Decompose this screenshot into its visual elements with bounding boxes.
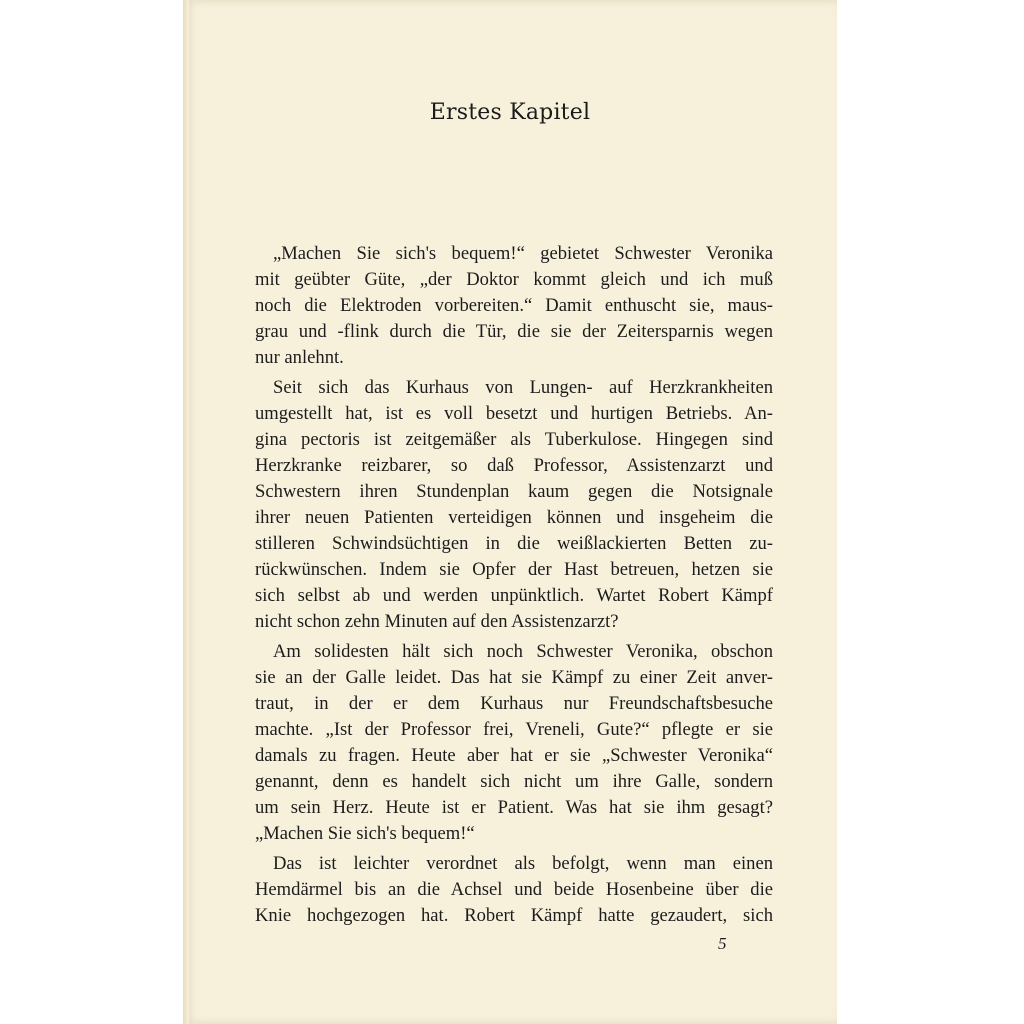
text-line: sich selbst ab und werden unpünktlich. Wartet Robert Kämpf [255,585,773,606]
text-line: grau und -flink durch die Tür, die sie der Zeitersparnis wegen [255,321,773,342]
text-line: stilleren Schwindsüchtigen in die weißlackierten Betten zu- [255,533,773,554]
text-line: Knie hochgezogen hat. Robert Kämpf hatte gezaudert, sich [255,905,773,926]
book-page [183,0,837,1024]
text-line: Seit sich das Kurhaus von Lungen- auf Herzkrankheiten [273,377,773,398]
page-gutter [183,0,189,1024]
text-line: traut, in der er dem Kurhaus nur Freundschaftsbesuche [255,693,773,714]
text-line: Schwestern ihren Stundenplan kaum gegen die Notsignale [255,481,773,502]
text-line: Am solidesten hält sich noch Schwester Veronika, obschon [273,641,773,662]
chapter-title: Erstes Kapitel [429,100,591,125]
text-line: Das ist leichter verordnet als befolgt, wenn man einen [273,853,773,874]
text-line: noch die Elektroden vorbereiten.“ Damit enthuscht sie, maus- [255,295,773,316]
page-number: 5 [718,934,727,953]
text-line: um sein Herz. Heute ist er Patient. Was hat sie ihm gesagt? [255,797,773,818]
text-line: Herzkranke reizbarer, so daß Professor, Assistenzarzt und [255,455,773,476]
text-line: nur anlehnt. [255,347,344,368]
body-text [255,241,773,929]
text-line: gina pectoris ist zeitgemäßer als Tuberkulose. Hingegen sind [255,429,773,450]
text-line: „Machen Sie sich's bequem!“ gebietet Schwester Veronika [273,243,773,264]
text-line: rückwünschen. Indem sie Opfer der Hast betreuen, hetzen sie [255,559,773,580]
text-line: damals zu fragen. Heute aber hat er sie „Schwester Veronika“ [255,745,773,766]
text-line: genannt, denn es handelt sich nicht um ihre Galle, sondern [255,771,773,792]
text-line: „Machen Sie sich's bequem!“ [255,823,475,844]
text-line: sie an der Galle leidet. Das hat sie Kämpf zu einer Zeit anver- [255,667,773,688]
text-line: Hemdärmel bis an die Achsel und beide Hosenbeine über die [255,879,773,900]
text-line: nicht schon zehn Minuten auf den Assistenzarzt? [255,611,619,632]
text-line: ihrer neuen Patienten verteidigen können und insgeheim die [255,507,773,528]
text-line: mit geübter Güte, „der Doktor kommt gleich und ich muß [255,269,773,290]
text-line: machte. „Ist der Professor frei, Vreneli, Gute?“ pflegte er sie [255,719,773,740]
text-line: umgestellt hat, ist es voll besetzt und hurtigen Betriebs. An- [255,403,773,424]
